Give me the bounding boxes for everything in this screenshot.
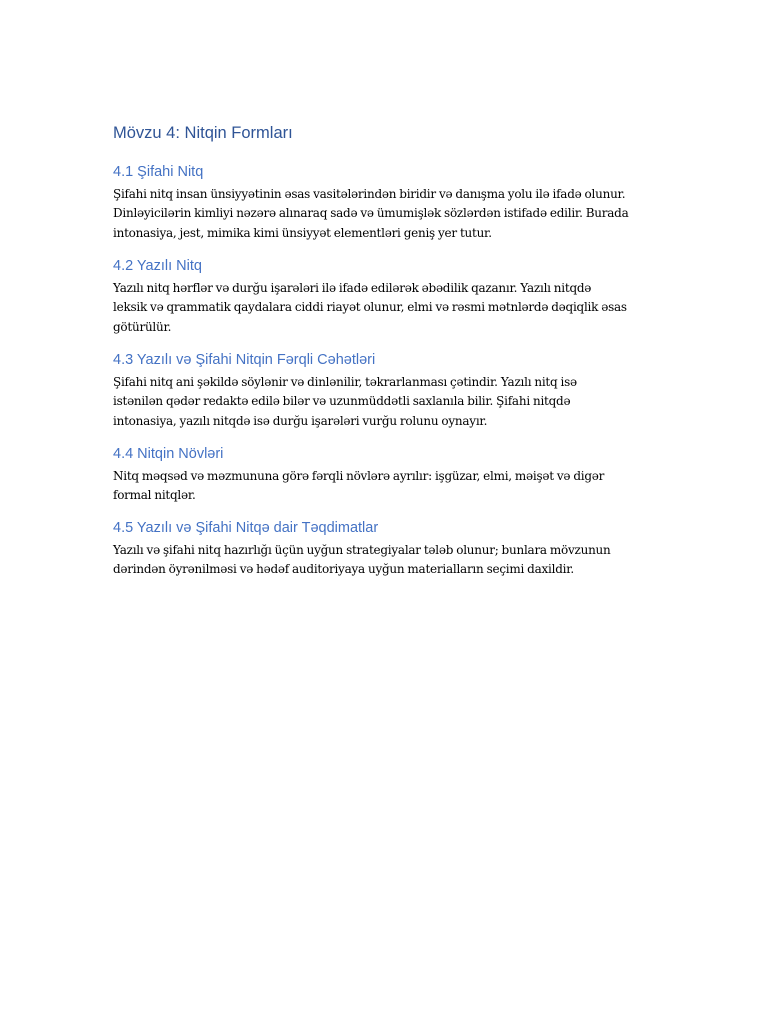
document-title: Mövzu 4: Nitqin Formları — [113, 124, 293, 142]
paragraph-line: götürülür. — [113, 319, 172, 334]
section-heading: 4.3 Yazılı və Şifahi Nitqin Fərqli Cəhətləri — [113, 352, 376, 368]
section-4-2 — [113, 257, 658, 337]
section-4-3 — [113, 351, 658, 431]
paragraph-line: formal nitqlər. — [113, 488, 196, 503]
section-paragraph — [113, 373, 658, 431]
section-paragraph — [113, 467, 658, 506]
paragraph-line: Yazılı və şifahi nitq hazırlığı üçün uyğun strategiyalar tələb olunur; bunlara mövzunun — [113, 543, 611, 557]
section-heading: 4.2 Yazılı Nitq — [113, 258, 202, 274]
section-heading: 4.4 Nitqin Növləri — [113, 446, 224, 462]
section-4-1 — [113, 163, 658, 243]
paragraph-line: intonasiya, yazılı nitqdə isə durğu işarələri vurğu rolunu oynayır. — [113, 413, 488, 428]
section-4-5 — [113, 519, 658, 580]
section-paragraph — [113, 185, 658, 243]
paragraph-line: leksik və qrammatik qaydalara ciddi riayət olunur, elmi və rəsmi mətnlərdə dəqiqlik əsas — [113, 300, 627, 315]
section-paragraph — [113, 279, 658, 337]
paragraph-line: Dinləyicilərin kimliyi nəzərə alınaraq sadə və ümumişlək sözlərdən istifadə edilir. Burada — [113, 206, 629, 221]
section-paragraph — [113, 541, 658, 580]
section-heading: 4.5 Yazılı və Şifahi Nitqə dair Təqdimatlar — [113, 520, 379, 536]
section-4-4 — [113, 445, 658, 506]
paragraph-line: intonasiya, jest, mimika kimi ünsiyyət elementləri geniş yer tutur. — [113, 225, 492, 240]
paragraph-line: dərindən öyrənilməsi və hədəf auditoriyaya uyğun materialların seçimi daxildir. — [113, 562, 574, 577]
paragraph-line: Şifahi nitq ani şəkildə söylənir və dinlənilir, təkrarlanması çətindir. Yazılı nitq isə — [113, 375, 577, 389]
paragraph-line: Nitq məqsəd və məzmununa görə fərqli növlərə ayrılır: işgüzar, elmi, məişət və digər — [113, 469, 605, 483]
section-heading: 4.1 Şifahi Nitq — [113, 164, 204, 180]
paragraph-line: Şifahi nitq insan ünsiyyətinin əsas vasitələrindən biridir və danışma yolu ilə ifadə olunur. — [113, 187, 626, 201]
paragraph-line: Yazılı nitq hərflər və durğu işarələri ilə ifadə edilərək əbədilik qazanır. Yazılı nitqdə — [113, 281, 592, 295]
paragraph-line: istənilən qədər redaktə edilə bilər və uzunmüddətli saxlanıla bilir. Şifahi nitqdə — [113, 394, 571, 409]
